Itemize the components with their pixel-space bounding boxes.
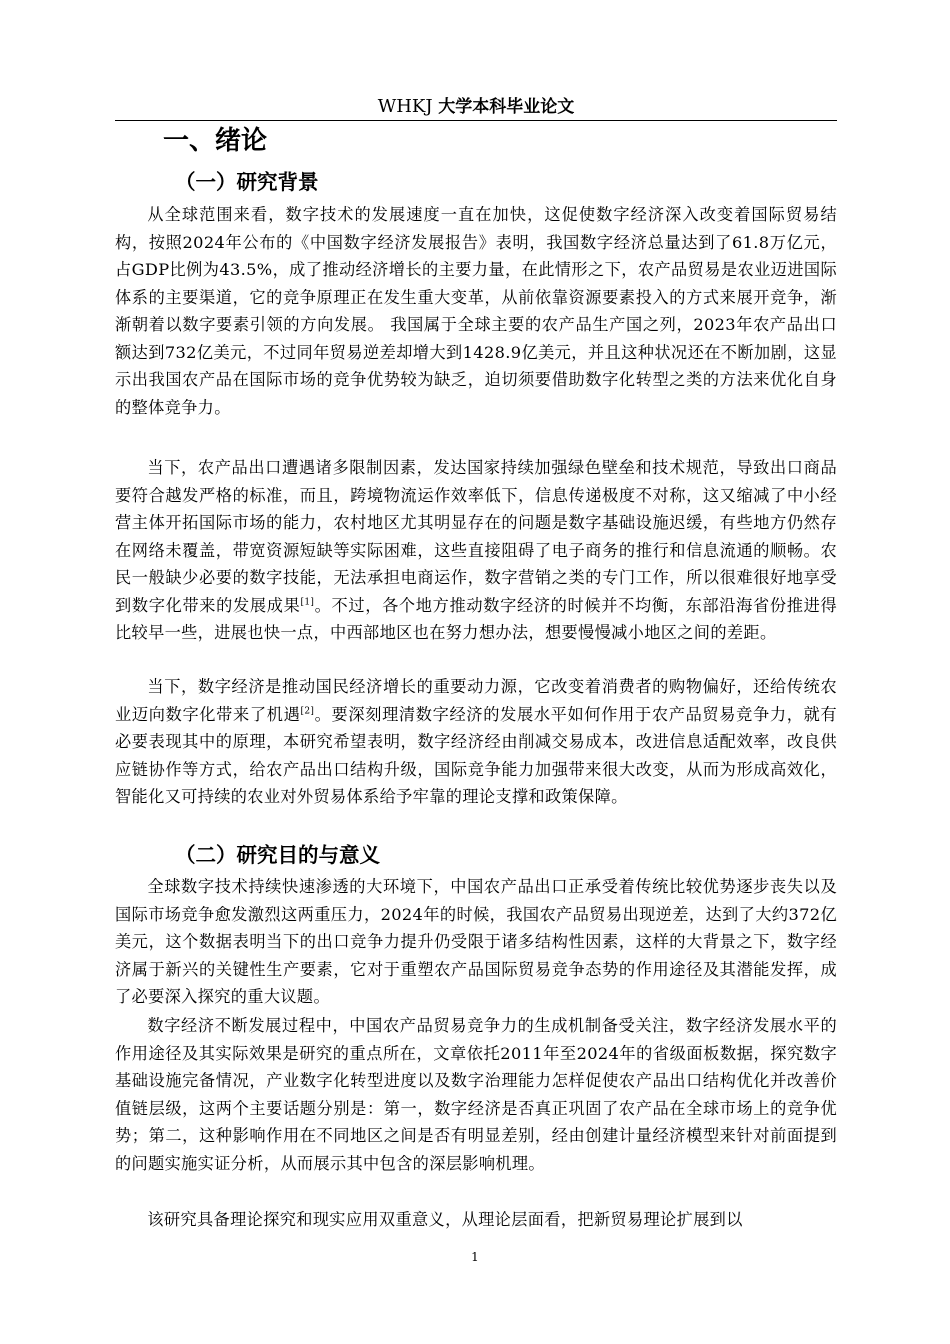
section-heading: （二）研究目的与意义	[175, 843, 380, 867]
section-heading: （一）研究背景	[175, 170, 319, 194]
page-header	[115, 93, 837, 121]
header-latin: WHKJ	[377, 96, 433, 117]
citation-ref[interactable]: [2]	[300, 706, 315, 717]
paragraph: 数字经济不断发展过程中，中国农产品贸易竞争力的生成机制备受关注，数字经济发展水平的作用途径及其实际效果是研究的重点所在，文章依托2011年至2024年的省级面板数据，探究数字基础设施完备情况，产业数字化转型进度以及数字治理能力怎样促使农产品出口结构优化并改善价值链层级，这两个主要话题分别是：第一，数字经济是否真正巩固了农产品在全球市场上的竞争优势；第二，这种影响作用在不同地区之间是否有明显差别，经由创建计量经济模型来针对前面提到的问题实施实证分析，从而展示其中包含的深层影响机理。	[115, 1016, 837, 1173]
paragraph: 该研究具备理论探究和现实应用双重意义，从理论层面看，把新贸易理论扩展到以	[147, 1210, 743, 1229]
paragraph: 当下，数字经济是推动国民经济增长的重要动力源，它改变着消费者的购物偏好，还给传统农业迈向数字化带来了机遇[2]。要深刻理清数字经济的发展水平如何作用于农产品贸易竞争力，就有必要表现其中的原理，本研究希望表明，数字经济经由削减交易成本，改进信息适配效率，改良供应链协作等方式，给农产品出口结构升级，国际竞争能力加强带来很大改变，从而为形成高效化，智能化又可持续的农业对外贸易体系给予牢靠的理论支撑和政策保障。	[115, 677, 837, 806]
header-title: 大学本科毕业论文	[438, 97, 575, 117]
chapter-title: 一、绪论	[163, 126, 268, 156]
paragraph: 全球数字技术持续快速渗透的大环境下，中国农产品出口正承受着传统比较优势逐步丧失以及国际市场竞争愈发激烈这两重压力，2024年的时候，我国农产品贸易出现逆差，达到了大约372亿美元，这个数据表明当下的出口竞争力提升仍受限于诸多结构性因素，这样的大背景之下，数字经济属于新兴的关键性生产要素，它对于重塑农产品国际贸易竞争态势的作用途径及其潜能发挥，成了必要深入探究的重大议题。	[115, 877, 837, 1006]
paragraph: 当下，农产品出口遭遇诸多限制因素，发达国家持续加强绿色壁垒和技术规范，导致出口商品要符合越发严格的标准，而且，跨境物流运作效率低下，信息传递极度不对称，这又缩减了中小经营主体开拓国际市场的能力，农村地区尤其明显存在的问题是数字基础设施迟缓，有些地方仍然存在网络未覆盖，带宽资源短缺等实际困难，这些直接阻碍了电子商务的推行和信息流通的顺畅。农民一般缺少必要的数字技能，无法承担电商运作，数字营销之类的专门工作，所以很难很好地享受到数字化带来的发展成果[1]。不过，各个地方推动数字经济的时候并不均衡，东部沿海省份推进得比较早一些，进展也快一点，中西部地区也在努力想办法，想要慢慢减小地区之间的差距。	[115, 458, 837, 642]
paragraph: 从全球范围来看，数字技术的发展速度一直在加快，这促使数字经济深入改变着国际贸易结构，按照2024年公布的《中国数字经济发展报告》表明，我国数字经济总量达到了61.8万亿元，占GDP比例为43.5%，成了推动经济增长的主要力量，在此情形之下，农产品贸易是农业迈进国际体系的主要渠道，它的竞争原理正在发生重大变革，从前依靠资源要素投入的方式来展开竞争，渐渐朝着以数字要素引领的方向发展。 我国属于全球主要的农产品生产国之列，2023年农产品出口额达到732亿美元，不过同年贸易逆差却增大到1428.9亿美元，并且这种状况还在不断加剧，这显示出我国农产品在国际市场的竞争优势较为缺乏，迫切须要借助数字化转型之类的方法来优化自身的整体竞争力。	[115, 205, 837, 417]
citation-ref[interactable]: [1]	[300, 597, 315, 608]
page-number: 1	[471, 1250, 479, 1264]
